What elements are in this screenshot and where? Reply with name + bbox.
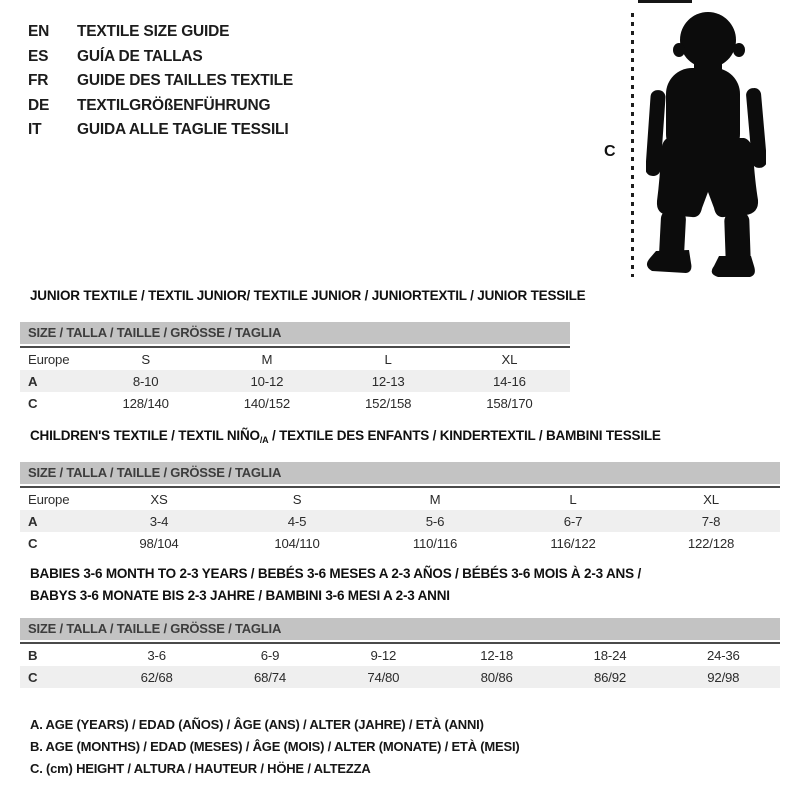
table-cell: 128/140 [122,395,169,411]
list-item [28,94,293,119]
table-cell: 9-12 [370,647,397,663]
row-label: C [28,395,38,411]
height-measure-dashed-line [631,13,634,277]
table-cell: 140/152 [243,395,291,411]
language-code: FR [28,72,49,90]
table-cell: S [141,351,150,367]
language-code: IT [28,121,42,139]
table-cell: 5-6 [425,513,445,529]
language-title: GUIDE DES TAILLES TEXTILE [77,72,294,90]
list-item [28,69,293,94]
table-row [20,488,780,510]
footnote-b: B. AGE (MONTHS) / EDAD (MESES) / ÂGE (MOIS) / ALTER (MONATE) / ETÀ (MESI) [30,739,520,754]
table-cell: 6-7 [563,513,583,529]
table-cell: 18-24 [593,647,627,663]
row-label: B [28,647,38,663]
table-cell: 3-4 [149,513,169,529]
title-part: CHILDREN'S TEXTILE / TEXTIL NIÑO [30,428,260,443]
table-cell: 158/170 [486,395,533,411]
table-row [20,644,780,666]
row-label: A [28,513,38,529]
table-cell: S [292,491,302,507]
table-cell: XS [150,491,168,507]
title-subscript: /A [259,435,269,445]
table-cell: 68/74 [253,669,286,685]
footnote-c: C. (cm) HEIGHT / ALTURA / HAUTEUR / HÖHE / ALTEZZA [30,761,371,776]
table-cell: 98/104 [139,535,179,551]
table-cell: 4-5 [287,513,307,529]
size-header-bar: SIZE / TALLA / TAILLE / GRÖSSE / TAGLIA [20,462,780,484]
row-label: Europe [28,351,70,367]
language-title-list [28,20,293,143]
toddler-silhouette-icon [646,10,766,280]
title-part: / TEXTILE DES ENFANTS / KINDERTEXTIL / BAMBINI TESSILE [268,428,661,443]
list-item [28,20,293,45]
language-code: ES [28,47,49,65]
language-title: GUIDA ALLE TAGLIE TESSILI [77,121,289,139]
row-label: C [28,535,38,551]
table-cell: 8-10 [132,373,159,389]
height-measure-label: C [604,143,616,160]
table-cell: 24-36 [706,647,740,663]
children-size-table [20,462,780,554]
language-title: GUÍA DE TALLAS [77,47,203,65]
table-cell: 3-6 [147,647,166,663]
junior-section-title: JUNIOR TEXTILE / TEXTIL JUNIOR/ TEXTILE JUNIOR / JUNIORTEXTIL / JUNIOR TESSILE [30,288,586,303]
table-cell: L [384,351,392,367]
table-cell: 110/116 [412,535,458,551]
row-label: Europe [28,491,70,507]
table-cell: 10-12 [250,373,284,389]
row-label: A [28,373,38,389]
babies-size-table [20,618,780,688]
babies-section-title-line1: BABIES 3-6 MONTH TO 2-3 YEARS / BEBÉS 3-6 MESES A 2-3 AÑOS / BÉBÉS 3-6 MOIS À 2-3 ANS / [30,566,641,581]
table-cell: 12-18 [480,647,514,663]
size-header-bar: SIZE / TALLA / TAILLE / GRÖSSE / TAGLIA [20,322,570,344]
language-title: TEXTILGRÖßENFÜHRUNG [77,96,271,114]
table-cell: M [429,491,441,507]
size-header-bar: SIZE / TALLA / TAILLE / GRÖSSE / TAGLIA [20,618,780,640]
table-cell: 12-13 [371,373,405,389]
table-cell: XL [703,491,719,507]
image-edge-artifact [638,0,692,3]
table-cell: M [261,351,273,367]
language-code: DE [28,96,50,114]
language-title: TEXTILE SIZE GUIDE [77,23,230,41]
footnote-legend [30,714,520,780]
footnote-a: A. AGE (YEARS) / EDAD (AÑOS) / ÂGE (ANS) / ALTER (JAHRE) / ETÀ (ANNI) [30,717,484,732]
table-cell: 122/128 [687,535,735,551]
table-cell: 14-16 [493,373,526,389]
table-cell: 116/122 [550,535,596,551]
table-row [20,510,780,532]
junior-size-table [20,322,570,414]
table-cell: 152/158 [364,395,412,411]
table-cell: 104/110 [274,535,320,551]
table-rows [20,346,570,414]
list-item [28,118,293,143]
row-label: C [28,669,38,685]
table-row [20,370,570,392]
children-section-title [30,428,661,445]
language-code: EN [28,23,50,41]
table-cell: 62/68 [140,669,173,685]
table-rows [20,486,780,554]
table-row [20,666,780,688]
table-row [20,348,570,370]
table-row [20,392,570,414]
table-rows [20,642,780,688]
table-cell: 74/80 [367,669,400,685]
table-row [20,532,780,554]
table-cell: XL [501,351,518,367]
table-cell: 86/92 [593,669,626,685]
table-cell: L [569,491,577,507]
list-item [28,45,293,70]
babies-section-title-line2: BABYS 3-6 MONATE BIS 2-3 JAHRE / BAMBINI 3-6 MESI A 2-3 ANNI [30,588,450,603]
table-cell: 92/98 [707,669,740,685]
table-cell: 6-9 [260,647,280,663]
table-cell: 80/86 [480,669,513,685]
table-cell: 7-8 [701,513,721,529]
